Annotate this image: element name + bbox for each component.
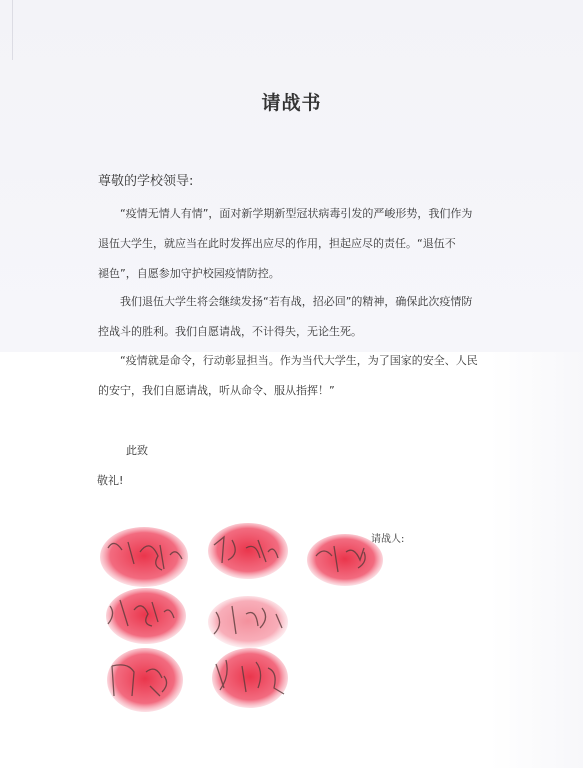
closing-regards: 敬礼! xyxy=(97,474,124,487)
fingerprint-1 xyxy=(100,527,188,587)
page-title: 请战书 xyxy=(261,92,322,114)
paragraph-line-3: 褪色”，自愿参加守护校园疫情防控。 xyxy=(98,267,280,280)
fingerprint-2 xyxy=(208,523,288,579)
paragraph-line-4: 我们退伍大学生将会继续发扬“若有战，招必回”的精神，确保此次疫情防 xyxy=(120,295,473,308)
paragraph-line-5: 控战斗的胜利。我们自愿请战，不计得失，无论生死。 xyxy=(98,325,362,338)
paragraph-line-1: “疫情无情人有情”，面对新学期新型冠状病毒引发的严峻形势，我们作为 xyxy=(120,207,473,220)
fingerprint-4 xyxy=(106,588,186,644)
fingerprint-3 xyxy=(307,534,383,586)
fingerprint-6 xyxy=(107,648,183,712)
fingerprint-7 xyxy=(212,648,288,708)
paragraph-line-7: 的安宁，我们自愿请战，听从命令、服从指挥！” xyxy=(98,384,335,397)
signature-label: 请战人: xyxy=(371,534,405,545)
fingerprint-5 xyxy=(208,596,288,648)
closing-salutation: 此致 xyxy=(126,444,148,457)
paragraph-line-6: “疫情就是命令，行动彰显担当。作为当代大学生，为了国家的安全、人民 xyxy=(120,354,478,367)
greeting: 尊敬的学校领导: xyxy=(98,174,194,189)
paragraph-line-2: 退伍大学生，就应当在此时发挥出应尽的作用，担起应尽的责任。“退伍不 xyxy=(98,237,456,250)
